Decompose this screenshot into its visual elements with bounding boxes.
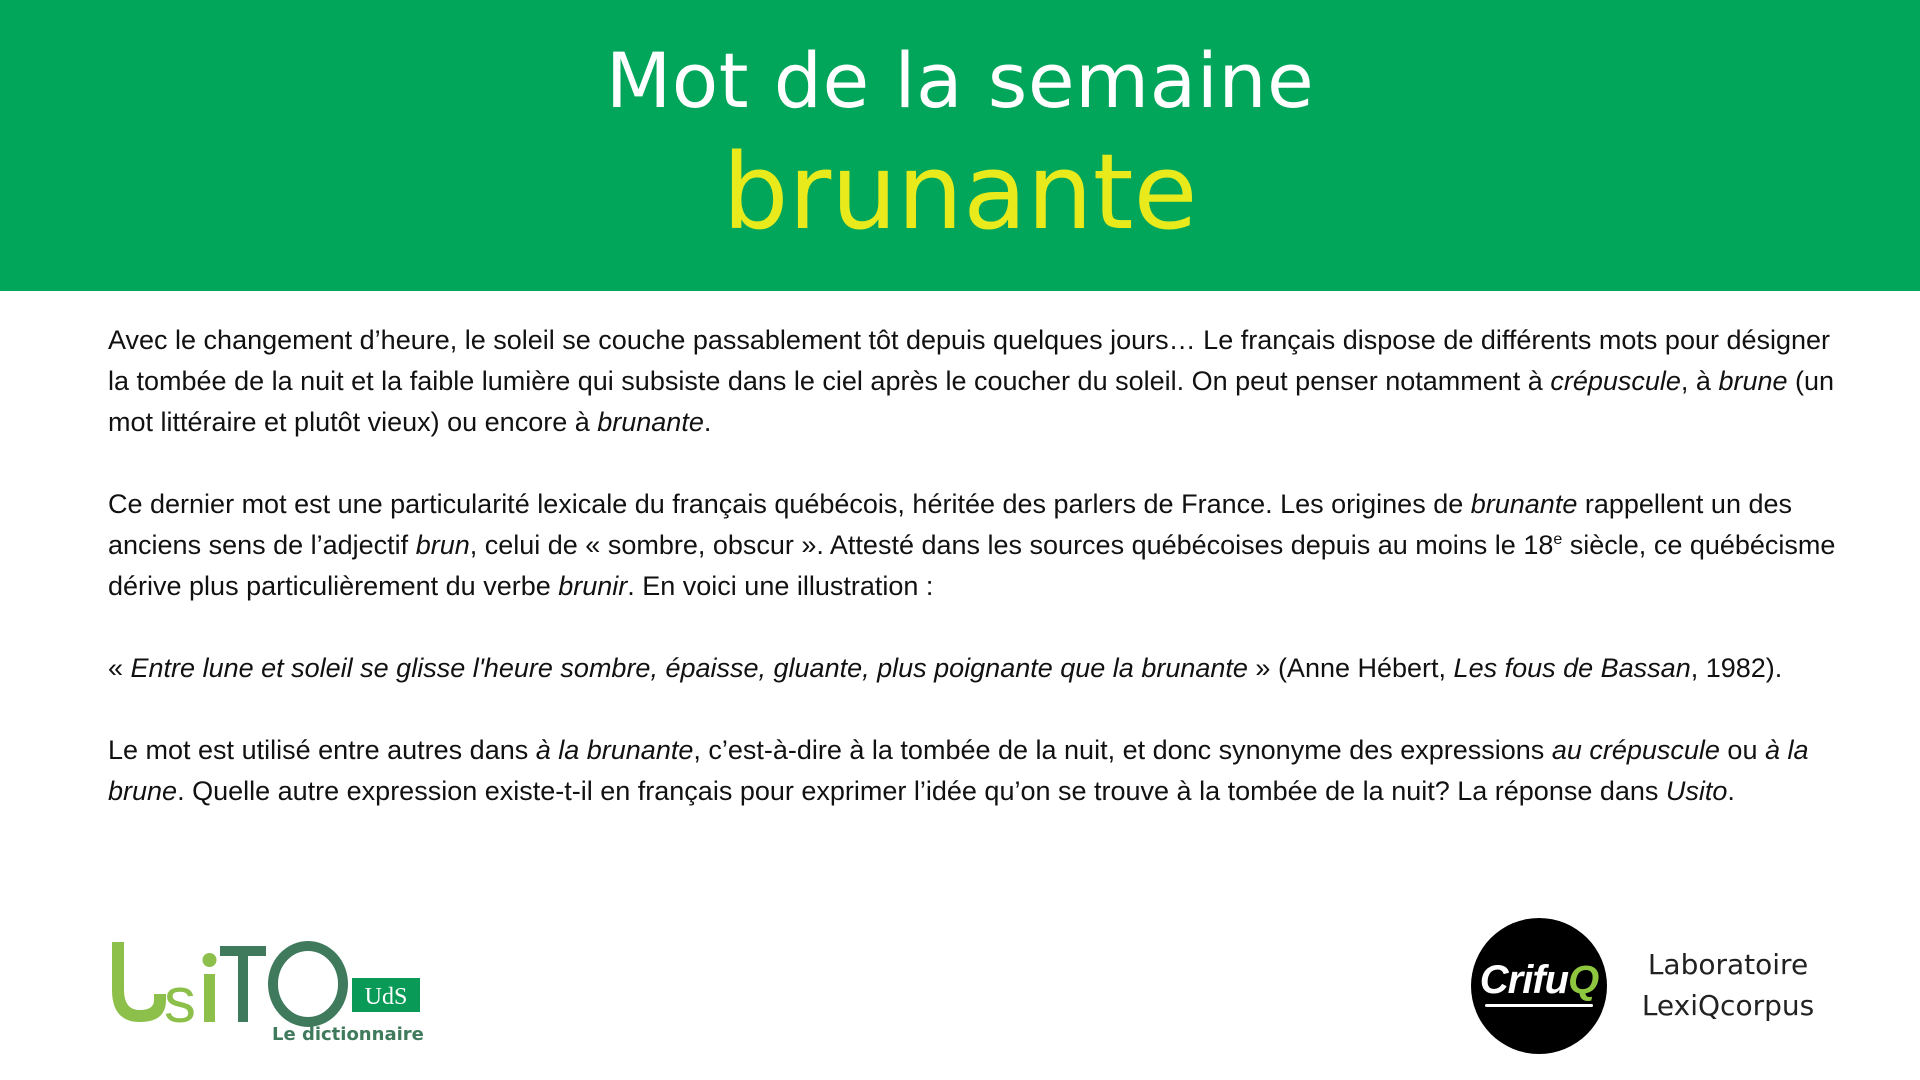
uds-badge-text: UdS (364, 984, 408, 1010)
lab-line-2: LexiQcorpus (1641, 989, 1815, 1022)
italic-term: à la brunante (535, 735, 694, 765)
paragraph-origin (108, 484, 1838, 607)
crifuq-wordmark (1471, 958, 1607, 1003)
usito-logo-graphic (108, 938, 428, 1048)
paragraph-usage (108, 730, 1838, 812)
text: Avec le changement d’heure, le soleil se couche passablement tôt depuis quelques jours… Le français dispose de différents mots pour désigner la tombée de la nuit et la faible lumière qui subsiste dans le ciel après le coucher du soleil. On peut penser notamment à (108, 325, 1831, 396)
lab-line-1: Laboratoire (1647, 948, 1809, 981)
text: , à (1680, 366, 1719, 396)
article-body (108, 320, 1838, 812)
text: , celui de « sombre, obscur ». Attesté dans les sources québécoises depuis au moins le 18 (469, 530, 1554, 560)
text: . (1727, 776, 1735, 806)
text: . Quelle autre expression existe-t-il en français pour exprimer l’idée qu’on se trouve à la tombée de la nuit? La réponse dans (177, 776, 1666, 806)
italic-term: brunante (1470, 489, 1578, 519)
lab-name (1620, 944, 1836, 1026)
usito-s-letter: s (164, 964, 196, 1036)
italic-term: brunir (558, 571, 628, 601)
italic-term: à la brune (108, 735, 1809, 806)
italic-term: crépuscule (1550, 366, 1681, 396)
text: siècle, ce québécisme dérive plus particulièrement du verbe (108, 530, 1836, 601)
crifuq-logo (1471, 918, 1607, 1054)
text: » (Anne Hébert, (1247, 653, 1454, 683)
paragraph-intro (108, 320, 1838, 443)
italic-term: au crépuscule (1551, 735, 1720, 765)
header-banner (0, 0, 1920, 291)
text: rappellent un des anciens sens de l’adjectif (108, 489, 1792, 560)
crifuq-text-main: Crifu (1479, 958, 1569, 1002)
text: , c’est-à-dire à la tombée de la nuit, et donc synonyme des expressions (693, 735, 1552, 765)
italic-term: brune (1718, 366, 1788, 396)
text: ou (1719, 735, 1765, 765)
text: , 1982). (1690, 653, 1783, 683)
text: Ce dernier mot est une particularité lexicale du français québécois, héritée des parlers de France. Les origines de (108, 489, 1471, 519)
text: Le mot est utilisé entre autres dans (108, 735, 536, 765)
usito-logo (108, 938, 428, 1048)
superscript: e (1553, 531, 1563, 548)
crifuq-underline (1485, 1004, 1593, 1007)
text: . (703, 407, 712, 437)
usito-tagline: Le dictionnaire (272, 1024, 424, 1045)
text: (un mot littéraire et plutôt vieux) ou encore à (108, 366, 1835, 437)
text: « (108, 653, 131, 683)
paragraph-quote (108, 648, 1838, 689)
quote-text: Entre lune et soleil se glisse l'heure sombre, épaisse, gluante, plus poignante que la brunante (130, 653, 1248, 683)
book-title: Les fous de Bassan (1453, 653, 1691, 683)
word-of-the-week: brunante (722, 131, 1198, 253)
italic-term: brun (415, 530, 470, 560)
text: . En voici une illustration : (627, 571, 934, 601)
usito-link-text: Usito (1665, 776, 1728, 806)
crifuq-text-accent: Q (1568, 958, 1599, 1002)
italic-term: brunante (597, 407, 704, 437)
page-kicker: Mot de la semaine (605, 36, 1315, 125)
